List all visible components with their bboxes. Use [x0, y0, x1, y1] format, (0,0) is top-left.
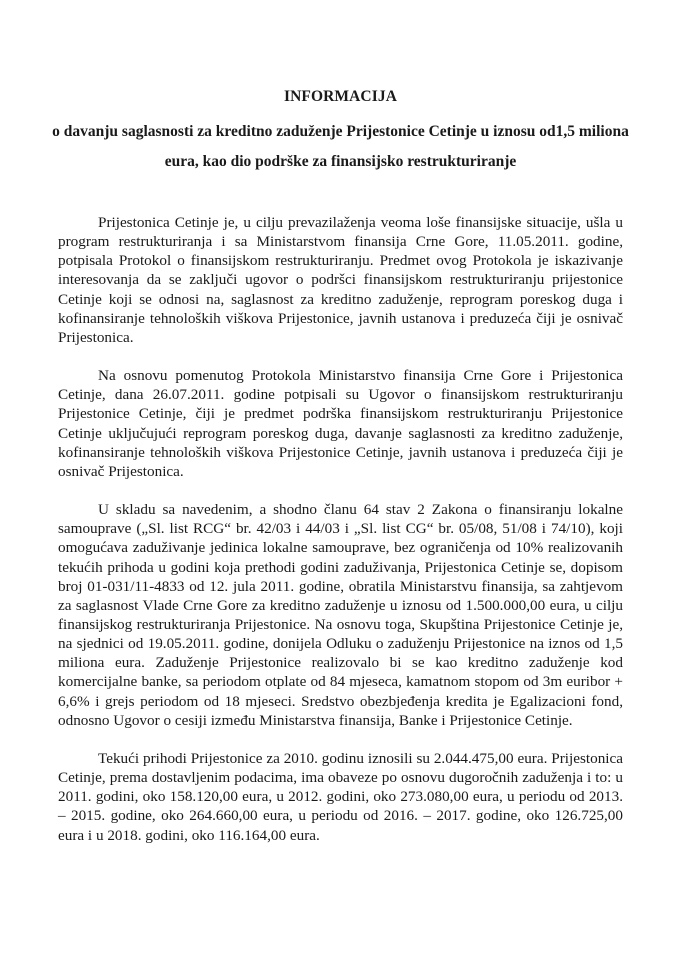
- document-page: [52, 86, 629, 845]
- paragraph-revenues-obligations: Tekući prihodi Prijestonice za 2010. godinu iznosili su 2.044.475,00 eura. Prijestonica Cetinje, prema dostavljenim podacima, ima obaveze po osnovu dugoročnih zaduženja i to: u 2011. godini, oko 158.120,00 eura, u 2012. godini, oko 273.080,00 eura, u periodu od 2013. – 2015. godine, oko 264.660,00 eura, u periodu od 2016. – 2017. godine, oko 126.725,00 eura i u 2018. godini, oko 116.164,00 eura.: [58, 749, 623, 844]
- document-title: INFORMACIJA: [283, 88, 398, 105]
- paragraph-protocol: Prijestonica Cetinje je, u cilju prevazilaženja veoma loše finansijske situacije, ušla u program restrukturiranja i sa Ministarstvom finansija Crne Gore, 11.05.2011. godine, potpisala Protokol o finansijskom restrukturiranju. Predmet ovog Protokola je iskazivanje interesovanja da se zaključi ugovor o podršci finansijskom restrukturiranju prijestonice Cetinje koji se odnosi na, saglasnost za kreditno zaduženje, reprogram poreskog duga i kofinansiranje tehnoloških viškova Prijestonice, javnih ustanova i preduzeća čiji je osnivač Prijestonica.: [58, 214, 623, 346]
- paragraph-legal-basis: U skladu sa navedenim, a shodno članu 64 stav 2 Zakona o finansiranju lokalne samouprave („Sl. list RCG“ br. 42/03 i 44/03 i „Sl. list CG“ br. 05/08, 51/08 i 74/10), koji omogućava zaduživanje jedinica lokalne samouprave, bez ograničenja od 10% realizovanih tekućih prihoda u godini koja prethodi godini zaduživanja, Prijestonica Cetinje se, dopisom broj 01-031/11-4833 od 12. jula 2011. godine, obratila Ministarstvu finansija, sa zahtjevom za saglasnost Vlade Crne Gore za kreditno zaduženje u iznosu od 1.500.000,00 eura, u cilju finansijskog restrukturiranja Prijestonice. Na osnovu toga, Skupština Prijestonice Cetinje je, na sjednici od 19.05.2011. godine, donijela Odluku o zaduženju Prijestonice na iznos od 1,5 miliona eura. Zaduženje Prijestonice realizovalo bi se kao kreditno zaduženje kod komercijalne banke, sa periodom otplate od 84 mjeseca, kamatnom stopom od 3m euribor + 6,6% i grejs periodom od 18 mjeseci. Sredstvo obezbjeđenja kredita je Egalizacioni fond, odnosno Ugovor o cesiji između Ministarstva finansija, Banke i Prijestonice Cetinje.: [58, 501, 623, 729]
- paragraph-agreement: Na osnovu pomenutog Protokola Ministarstvo finansija Crne Gore i Prijestonica Cetinje, dana 26.07.2011. godine potpisali su Ugovor o finansijskom restrukturiranju Prijestonice Cetinje, čiji je predmet podrška finansijskom restrukturiranju Prijestonice Cetinje uključujući reprogram poreskog duga, davanje saglasnosti za kreditno zaduženje, kofinansiranje tehnoloških viškova Prijestonice Cetinje, javnih ustanova i preduzeća čiji je osnivač Prijestonica.: [58, 367, 623, 480]
- document-subtitle: o davanju saglasnosti za kreditno zaduženje Prijestonice Cetinje u iznosu od1,5 miliona eura, kao dio podrške za finansijsko restrukturiranje: [52, 123, 629, 170]
